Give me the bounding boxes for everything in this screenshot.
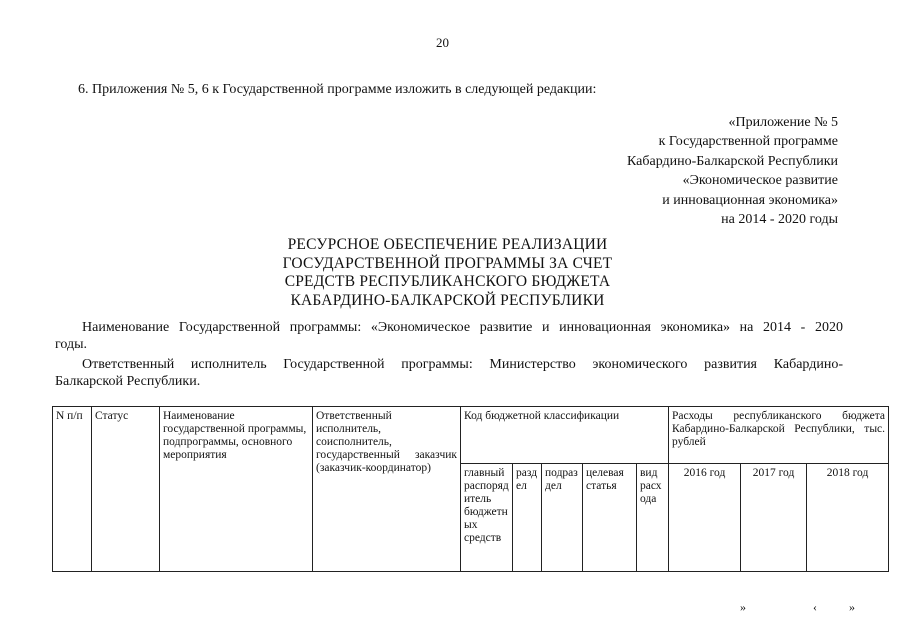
header-num: N п/п — [53, 407, 92, 572]
page-number: 20 — [436, 35, 449, 50]
title-line: СРЕДСТВ РЕСПУБЛИКАНСКОГО БЮДЖЕТА — [284, 273, 611, 290]
appendix-line: к Государственной программе — [658, 134, 838, 150]
intro-paragraph: 6. Приложения № 5, 6 к Государственной программе изложить в следующей редакции: — [78, 82, 597, 97]
document-title — [0, 236, 895, 310]
header-program-name: Наименование государственной программы, подпрограммы, основного мероприятия — [160, 407, 313, 572]
subheader-main-manager: главный распорядитель бюджетных средств — [461, 464, 513, 572]
responsible-line: Ответственный исполнитель Государственной программы: Министерство экономического развития Кабардино- — [82, 357, 843, 372]
responsible-paragraph — [55, 356, 843, 390]
title-line: ГОСУДАРСТВЕННОЙ ПРОГРАММЫ ЗА СЧЕТ — [282, 254, 613, 272]
resource-table — [52, 406, 889, 572]
subheader-section: раздел — [513, 464, 542, 572]
program-name-line: Наименование Государственной программы: «Экономическое развитие и инновационная экономика» на 2014 - 2020 — [82, 320, 843, 335]
appendix-line: Кабардино-Балкарской Республики — [627, 153, 838, 169]
subheader-subsection: подраздел — [542, 464, 583, 572]
header-status: Статус — [92, 407, 160, 572]
appendix-line: на 2014 - 2020 годы — [721, 212, 838, 228]
appendix-line: и инновационная экономика» — [662, 192, 838, 208]
subheader-target: целевая статья — [583, 464, 637, 572]
scan-marks: » ‹» — [740, 600, 887, 614]
appendix-line: «Приложение № 5 — [728, 115, 838, 130]
header-budget-code: Код бюджетной классификации — [461, 407, 669, 464]
responsible-line: Балкарской Республики. — [55, 374, 201, 389]
title-line: РЕСУРСНОЕ ОБЕСПЕЧЕНИЕ РЕАЛИЗАЦИИ — [287, 236, 608, 253]
program-name-paragraph — [55, 319, 843, 353]
appendix-line: «Экономическое развитие — [682, 173, 838, 189]
subheader-year: 2016 год — [669, 464, 741, 572]
subheader-year: 2017 год — [741, 464, 807, 572]
table-header-row — [53, 407, 889, 464]
title-line: КАБАРДИНО-БАЛКАРСКОЙ РЕСПУБЛИКИ — [290, 291, 605, 309]
header-executor: Ответственный исполнитель, соисполнитель, государственный заказчик (заказчик-координатор) — [313, 407, 461, 572]
appendix-header — [627, 113, 838, 229]
subheader-year: 2018 год — [807, 464, 889, 572]
program-name-line: годы. — [55, 337, 88, 352]
subheader-expense-type: вид расхода — [637, 464, 669, 572]
header-expenses: Расходы республиканского бюджета Кабардино-Балкарской Республики, тыс. рублей — [669, 407, 889, 464]
